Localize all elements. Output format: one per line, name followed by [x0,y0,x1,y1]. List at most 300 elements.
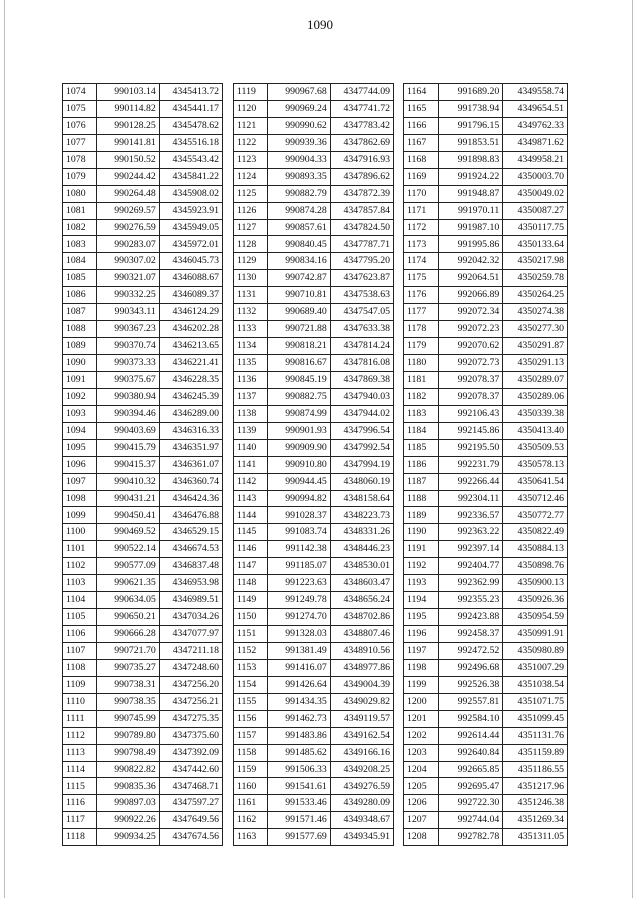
y-coordinate-cell: 4346424.36 [159,490,222,507]
table-row [234,287,394,304]
y-coordinate-cell: 4349004.39 [330,676,393,693]
point-id-cell: 1132 [234,304,268,321]
table-row [234,439,394,456]
x-coordinate-cell: 990373.33 [96,355,159,372]
point-id-cell: 1080 [63,185,97,202]
y-coordinate-cell: 4351159.89 [503,744,568,761]
x-coordinate-cell: 992496.68 [438,659,503,676]
point-id-cell: 1197 [404,642,439,659]
x-coordinate-cell: 990621.35 [96,575,159,592]
x-coordinate-cell: 991970.11 [438,202,503,219]
table-row [404,270,568,287]
y-coordinate-cell: 4347077.97 [159,626,222,643]
table-row [404,659,568,676]
table-row [404,727,568,744]
point-id-cell: 1189 [404,507,439,524]
y-coordinate-cell: 4345949.05 [159,219,222,236]
x-coordinate-cell: 990264.48 [96,185,159,202]
point-id-cell: 1191 [404,541,439,558]
table-row [404,185,568,202]
point-id-cell: 1145 [234,524,268,541]
table-row [63,829,223,846]
y-coordinate-cell: 4345841.22 [159,168,222,185]
table-row [234,642,394,659]
table-row [404,321,568,338]
y-coordinate-cell: 4347633.38 [330,321,393,338]
x-coordinate-cell: 990882.75 [267,388,330,405]
table-row [404,151,568,168]
point-id-cell: 1123 [234,151,268,168]
table-row [234,388,394,405]
point-id-cell: 1130 [234,270,268,287]
x-coordinate-cell: 990939.36 [267,134,330,151]
y-coordinate-cell: 4349166.16 [330,744,393,761]
table-row [63,219,223,236]
point-id-cell: 1164 [404,84,439,101]
x-coordinate-cell: 990150.52 [96,151,159,168]
point-id-cell: 1148 [234,575,268,592]
y-coordinate-cell: 4349762.33 [503,117,568,134]
point-id-cell: 1129 [234,253,268,270]
table-row [63,134,223,151]
y-coordinate-cell: 4347816.08 [330,355,393,372]
y-coordinate-cell: 4350291.87 [503,338,568,355]
point-id-cell: 1139 [234,422,268,439]
x-coordinate-cell: 992458.37 [438,626,503,643]
y-coordinate-cell: 4348603.47 [330,575,393,592]
table-row [234,795,394,812]
x-coordinate-cell: 990332.25 [96,287,159,304]
table-row [404,236,568,253]
y-coordinate-cell: 4349958.21 [503,151,568,168]
x-coordinate-cell: 991853.51 [438,134,503,151]
point-id-cell: 1118 [63,829,97,846]
y-coordinate-cell: 4350413.40 [503,422,568,439]
y-coordinate-cell: 4351269.34 [503,812,568,829]
x-coordinate-cell: 991577.69 [267,829,330,846]
point-id-cell: 1087 [63,304,97,321]
table-row [234,693,394,710]
y-coordinate-cell: 4349029.82 [330,693,393,710]
y-coordinate-cell: 4347944.02 [330,405,393,422]
y-coordinate-cell: 4347275.35 [159,710,222,727]
point-id-cell: 1127 [234,219,268,236]
y-coordinate-cell: 4346221.41 [159,355,222,372]
x-coordinate-cell: 991948.87 [438,185,503,202]
table-row [63,541,223,558]
y-coordinate-cell: 4345478.62 [159,117,222,134]
x-coordinate-cell: 990721.70 [96,642,159,659]
table-row [63,405,223,422]
y-coordinate-cell: 4346837.48 [159,558,222,575]
x-coordinate-cell: 991223.63 [267,575,330,592]
table-row [404,168,568,185]
y-coordinate-cell: 4347034.26 [159,609,222,626]
point-id-cell: 1090 [63,355,97,372]
point-id-cell: 1111 [63,710,97,727]
y-coordinate-cell: 4347256.21 [159,693,222,710]
y-coordinate-cell: 4351071.75 [503,693,568,710]
point-id-cell: 1082 [63,219,97,236]
table-row [63,388,223,405]
table-row [234,422,394,439]
point-id-cell: 1194 [404,592,439,609]
point-id-cell: 1119 [234,84,268,101]
y-coordinate-cell: 4346953.98 [159,575,222,592]
point-id-cell: 1207 [404,812,439,829]
x-coordinate-cell: 990904.33 [267,151,330,168]
table-row [404,575,568,592]
y-coordinate-cell: 4346360.74 [159,473,222,490]
point-id-cell: 1150 [234,609,268,626]
x-coordinate-cell: 990882.79 [267,185,330,202]
x-coordinate-cell: 992231.79 [438,456,503,473]
x-coordinate-cell: 992304.11 [438,490,503,507]
table-row [63,727,223,744]
table-row [234,134,394,151]
x-coordinate-cell: 990469.52 [96,524,159,541]
point-id-cell: 1147 [234,558,268,575]
point-id-cell: 1103 [63,575,97,592]
y-coordinate-cell: 4349348.67 [330,812,393,829]
y-coordinate-cell: 4348702.86 [330,609,393,626]
point-id-cell: 1108 [63,659,97,676]
x-coordinate-cell: 992744.04 [438,812,503,829]
y-coordinate-cell: 4347795.20 [330,253,393,270]
table-row [234,558,394,575]
y-coordinate-cell: 4350980.89 [503,642,568,659]
x-coordinate-cell: 990742.87 [267,270,330,287]
point-id-cell: 1125 [234,185,268,202]
point-id-cell: 1093 [63,405,97,422]
y-coordinate-cell: 4348910.56 [330,642,393,659]
x-coordinate-cell: 990367.23 [96,321,159,338]
y-coordinate-cell: 4346202.28 [159,321,222,338]
table-row [404,287,568,304]
x-coordinate-cell: 992336.57 [438,507,503,524]
y-coordinate-cell: 4347468.71 [159,778,222,795]
point-id-cell: 1112 [63,727,97,744]
y-coordinate-cell: 4347824.50 [330,219,393,236]
x-coordinate-cell: 992557.81 [438,693,503,710]
table-row [404,609,568,626]
y-coordinate-cell: 4348446.23 [330,541,393,558]
table-row [234,219,394,236]
point-id-cell: 1097 [63,473,97,490]
y-coordinate-cell: 4347896.62 [330,168,393,185]
y-coordinate-cell: 4349654.51 [503,100,568,117]
y-coordinate-cell: 4350264.25 [503,287,568,304]
point-id-cell: 1098 [63,490,97,507]
x-coordinate-cell: 992722.30 [438,795,503,812]
table-row [404,829,568,846]
point-id-cell: 1079 [63,168,97,185]
x-coordinate-cell: 990307.02 [96,253,159,270]
x-coordinate-cell: 991541.61 [267,778,330,795]
x-coordinate-cell: 990141.81 [96,134,159,151]
table-row [63,253,223,270]
table-row [234,659,394,676]
y-coordinate-cell: 4347994.19 [330,456,393,473]
y-coordinate-cell: 4346529.15 [159,524,222,541]
x-coordinate-cell: 992066.89 [438,287,503,304]
y-coordinate-cell: 4346989.51 [159,592,222,609]
table-row [234,321,394,338]
x-coordinate-cell: 990710.81 [267,287,330,304]
table-row [234,355,394,372]
table-row [63,812,223,829]
y-coordinate-cell: 4345908.02 [159,185,222,202]
point-id-cell: 1084 [63,253,97,270]
x-coordinate-cell: 991416.07 [267,659,330,676]
point-id-cell: 1192 [404,558,439,575]
point-id-cell: 1183 [404,405,439,422]
x-coordinate-cell: 991571.46 [267,812,330,829]
x-coordinate-cell: 992072.73 [438,355,503,372]
y-coordinate-cell: 4350926.36 [503,592,568,609]
y-coordinate-cell: 4346674.53 [159,541,222,558]
x-coordinate-cell: 992397.14 [438,541,503,558]
x-coordinate-cell: 990789.80 [96,727,159,744]
x-coordinate-cell: 990650.21 [96,609,159,626]
y-coordinate-cell: 4351131.76 [503,727,568,744]
table-row [234,626,394,643]
table-row [234,592,394,609]
x-coordinate-cell: 990934.25 [96,829,159,846]
x-coordinate-cell: 990835.36 [96,778,159,795]
table-row [63,456,223,473]
point-id-cell: 1187 [404,473,439,490]
table-row [404,355,568,372]
point-id-cell: 1146 [234,541,268,558]
point-id-cell: 1174 [404,253,439,270]
x-coordinate-cell: 990577.09 [96,558,159,575]
point-id-cell: 1133 [234,321,268,338]
x-coordinate-cell: 992614.44 [438,727,503,744]
point-id-cell: 1195 [404,609,439,626]
y-coordinate-cell: 4350991.91 [503,626,568,643]
table-row [234,84,394,101]
point-id-cell: 1083 [63,236,97,253]
table-row [404,371,568,388]
y-coordinate-cell: 4348807.46 [330,626,393,643]
y-coordinate-cell: 4350712.46 [503,490,568,507]
point-id-cell: 1128 [234,236,268,253]
y-coordinate-cell: 4346351.97 [159,439,222,456]
x-coordinate-cell: 991249.78 [267,592,330,609]
point-id-cell: 1117 [63,812,97,829]
x-coordinate-cell: 992042.32 [438,253,503,270]
y-coordinate-cell: 4345923.91 [159,202,222,219]
point-id-cell: 1126 [234,202,268,219]
y-coordinate-cell: 4345441.17 [159,100,222,117]
y-coordinate-cell: 4350884.13 [503,541,568,558]
point-id-cell: 1091 [63,371,97,388]
x-coordinate-cell: 991381.49 [267,642,330,659]
y-coordinate-cell: 4350822.49 [503,524,568,541]
point-id-cell: 1180 [404,355,439,372]
x-coordinate-cell: 990893.35 [267,168,330,185]
y-coordinate-cell: 4347538.63 [330,287,393,304]
point-id-cell: 1178 [404,321,439,338]
table-row [234,710,394,727]
x-coordinate-cell: 990944.45 [267,473,330,490]
point-id-cell: 1107 [63,642,97,659]
x-coordinate-cell: 991485.62 [267,744,330,761]
x-coordinate-cell: 992472.52 [438,642,503,659]
y-coordinate-cell: 4349871.62 [503,134,568,151]
y-coordinate-cell: 4350578.13 [503,456,568,473]
y-coordinate-cell: 4347597.27 [159,795,222,812]
x-coordinate-cell: 990666.28 [96,626,159,643]
point-id-cell: 1196 [404,626,439,643]
table-row [404,405,568,422]
table-row [234,524,394,541]
table-row [63,524,223,541]
y-coordinate-cell: 4350641.54 [503,473,568,490]
y-coordinate-cell: 4346476.88 [159,507,222,524]
point-id-cell: 1163 [234,829,268,846]
y-coordinate-cell: 4347375.60 [159,727,222,744]
x-coordinate-cell: 992078.37 [438,388,503,405]
point-id-cell: 1106 [63,626,97,643]
point-id-cell: 1078 [63,151,97,168]
point-id-cell: 1114 [63,761,97,778]
table-row [234,812,394,829]
x-coordinate-cell: 991506.33 [267,761,330,778]
y-coordinate-cell: 4348060.19 [330,473,393,490]
table-row [234,117,394,134]
point-id-cell: 1131 [234,287,268,304]
x-coordinate-cell: 990415.37 [96,456,159,473]
y-coordinate-cell: 4350954.59 [503,609,568,626]
table-row [404,219,568,236]
table-row [234,236,394,253]
table-row [404,253,568,270]
point-id-cell: 1105 [63,609,97,626]
x-coordinate-cell: 992695.47 [438,778,503,795]
y-coordinate-cell: 4350277.30 [503,321,568,338]
point-id-cell: 1142 [234,473,268,490]
point-id-cell: 1179 [404,338,439,355]
table-row [63,371,223,388]
table-row [234,405,394,422]
table-row [63,287,223,304]
y-coordinate-cell: 4351007.29 [503,659,568,676]
y-coordinate-cell: 4346361.07 [159,456,222,473]
y-coordinate-cell: 4346088.67 [159,270,222,287]
y-coordinate-cell: 4348656.24 [330,592,393,609]
coordinates-table-1 [62,83,223,846]
x-coordinate-cell: 991426.64 [267,676,330,693]
y-coordinate-cell: 4347996.54 [330,422,393,439]
x-coordinate-cell: 991083.74 [267,524,330,541]
y-coordinate-cell: 4349119.57 [330,710,393,727]
table-row [234,371,394,388]
table-row [404,795,568,812]
table-row [63,185,223,202]
x-coordinate-cell: 990375.67 [96,371,159,388]
table-row [404,761,568,778]
y-coordinate-cell: 4348223.73 [330,507,393,524]
x-coordinate-cell: 992363.22 [438,524,503,541]
x-coordinate-cell: 990901.93 [267,422,330,439]
table-row [63,710,223,727]
point-id-cell: 1137 [234,388,268,405]
point-id-cell: 1110 [63,693,97,710]
y-coordinate-cell: 4348158.64 [330,490,393,507]
y-coordinate-cell: 4348331.26 [330,524,393,541]
point-id-cell: 1140 [234,439,268,456]
x-coordinate-cell: 990634.05 [96,592,159,609]
point-id-cell: 1206 [404,795,439,812]
table-row [63,659,223,676]
y-coordinate-cell: 4346089.37 [159,287,222,304]
table-row [404,84,568,101]
point-id-cell: 1155 [234,693,268,710]
table-row [234,676,394,693]
x-coordinate-cell: 992782.78 [438,829,503,846]
y-coordinate-cell: 4347872.39 [330,185,393,202]
x-coordinate-cell: 990735.27 [96,659,159,676]
table-row [63,626,223,643]
x-coordinate-cell: 990321.07 [96,270,159,287]
x-coordinate-cell: 991924.22 [438,168,503,185]
x-coordinate-cell: 992072.34 [438,304,503,321]
point-id-cell: 1116 [63,795,97,812]
x-coordinate-cell: 991462.73 [267,710,330,727]
table-row [234,541,394,558]
y-coordinate-cell: 4350117.75 [503,219,568,236]
y-coordinate-cell: 4347248.60 [159,659,222,676]
x-coordinate-cell: 990403.69 [96,422,159,439]
point-id-cell: 1172 [404,219,439,236]
point-id-cell: 1177 [404,304,439,321]
x-coordinate-cell: 990857.61 [267,219,330,236]
point-id-cell: 1190 [404,524,439,541]
y-coordinate-cell: 4347211.18 [159,642,222,659]
y-coordinate-cell: 4346316.33 [159,422,222,439]
table-row [63,151,223,168]
point-id-cell: 1182 [404,388,439,405]
y-coordinate-cell: 4347741.72 [330,100,393,117]
y-coordinate-cell: 4350900.13 [503,575,568,592]
coordinates-table-3 [403,83,568,846]
table-row [63,355,223,372]
table-row [63,100,223,117]
table-row [234,727,394,744]
x-coordinate-cell: 990874.99 [267,405,330,422]
table-row [404,744,568,761]
x-coordinate-cell: 990822.82 [96,761,159,778]
y-coordinate-cell: 4346228.35 [159,371,222,388]
point-id-cell: 1199 [404,676,439,693]
table-row [404,100,568,117]
point-id-cell: 1175 [404,270,439,287]
point-id-cell: 1077 [63,134,97,151]
x-coordinate-cell: 990922.26 [96,812,159,829]
table-row [234,304,394,321]
x-coordinate-cell: 990114.82 [96,100,159,117]
table-row [404,812,568,829]
x-coordinate-cell: 990689.40 [267,304,330,321]
table-row [63,558,223,575]
table-row [63,168,223,185]
point-id-cell: 1092 [63,388,97,405]
table-row [63,761,223,778]
table-row [63,744,223,761]
point-id-cell: 1170 [404,185,439,202]
